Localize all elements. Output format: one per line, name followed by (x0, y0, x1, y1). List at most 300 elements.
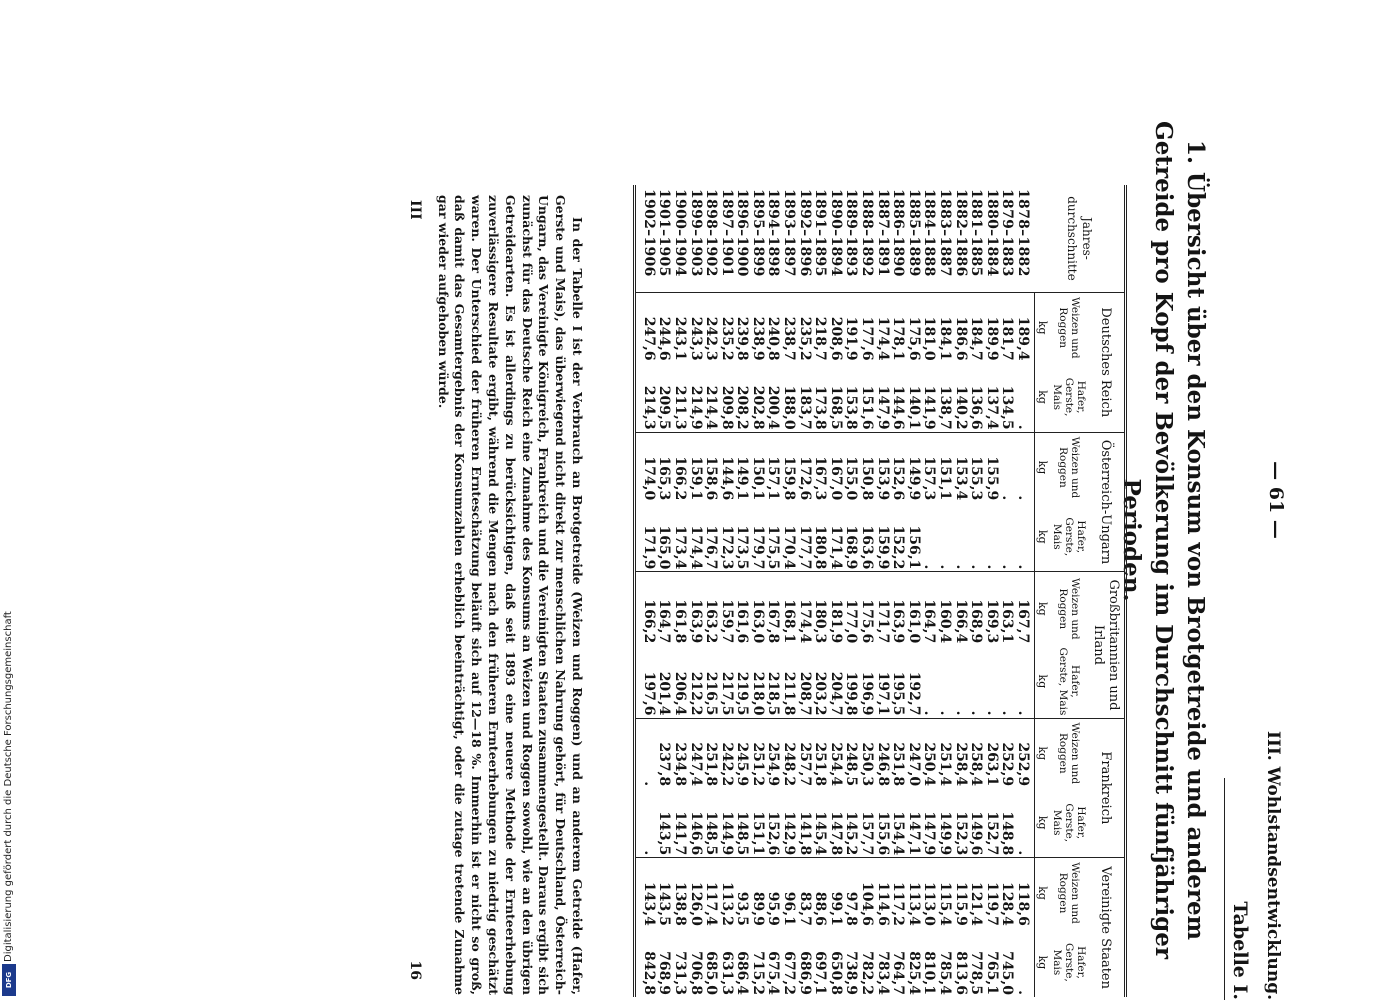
value-cell: 263,1 (983, 718, 999, 788)
value-cell: 200,4 (765, 385, 782, 430)
value-cell: . (937, 564, 954, 570)
value-cell: 144,9 (718, 811, 735, 856)
value-cell: 117,4 (703, 858, 719, 928)
value-cell: 156,1 (905, 525, 922, 570)
grain-subheader: Hafer, Gerste, Mais (1057, 647, 1081, 716)
value-cell: 191,9 (843, 292, 859, 362)
period-cell: 1894–1898 (765, 189, 782, 277)
value-cell: 121,4 (968, 858, 984, 928)
period-cell: 1885–1889 (905, 189, 922, 277)
value-cell: 167,7 (1014, 572, 1034, 645)
value-cell: 813,6 (952, 951, 969, 995)
value-cell: 167,8 (765, 572, 781, 645)
grain-subheader: Hafer, Gerste, Mais (1051, 517, 1087, 557)
value-cell: . (952, 564, 969, 570)
value-cell: 153,8 (843, 385, 860, 430)
value-cell: 172,6 (796, 432, 812, 502)
value-cell: 151,6 (859, 385, 876, 430)
table-row (812, 185, 828, 997)
value-cell: 257,7 (796, 718, 812, 788)
period-cell: 1892–1896 (796, 189, 813, 277)
value-cell: 254,4 (827, 718, 843, 788)
value-cell: 173,5 (734, 525, 751, 570)
country-header: Deutsches Reich (1088, 292, 1126, 432)
header-rule (1224, 778, 1225, 1000)
value-cell: 244,6 (656, 292, 672, 362)
value-cell: . (1015, 850, 1031, 856)
value-cell: 163,6 (859, 525, 876, 570)
value-cell: 842,8 (635, 928, 656, 997)
value-cell: . (1015, 990, 1031, 995)
period-cell: 1879–1883 (999, 189, 1016, 277)
value-cell: . (999, 710, 1016, 716)
value-cell: 202,8 (749, 385, 766, 430)
value-cell: 178,1 (890, 292, 906, 362)
value-cell: 155,6 (874, 811, 891, 856)
value-cell: 238,7 (781, 292, 797, 362)
value-cell: 143,4 (635, 858, 656, 928)
value-cell: 168,9 (968, 572, 984, 645)
table-row (781, 185, 797, 997)
value-cell: 778,5 (968, 951, 985, 995)
value-cell: 209,8 (718, 385, 735, 430)
table-row (635, 185, 656, 997)
value-cell: 140,1 (905, 385, 922, 430)
value-cell: 172,3 (718, 525, 735, 570)
value-cell: 251,4 (936, 718, 952, 788)
value-cell: 677,2 (781, 951, 798, 995)
dfg-logo-icon: DFG (2, 964, 16, 996)
value-cell: . (983, 710, 1000, 716)
value-cell: 189,9 (983, 292, 999, 362)
unit-label: kg (1035, 432, 1051, 502)
value-cell: 211,3 (671, 385, 688, 430)
unit-row (1035, 185, 1051, 997)
value-cell: 218,0 (749, 671, 766, 716)
value-cell: 144,6 (718, 432, 734, 502)
value-cell: 163,0 (749, 572, 765, 645)
value-cell: 128,4 (999, 858, 1015, 928)
table-row (1014, 185, 1034, 997)
unit-label: kg (1035, 788, 1051, 858)
value-cell: 715,2 (749, 951, 766, 995)
value-cell: 141,8 (796, 811, 813, 856)
value-cell: 171,9 (635, 502, 656, 572)
running-header: III. Wohlstandsentwicklung. (1263, 730, 1283, 1000)
value-cell: 181,7 (999, 292, 1015, 362)
consumption-table (633, 185, 1127, 997)
value-cell: 168,9 (843, 525, 860, 570)
value-cell: 196,9 (859, 671, 876, 716)
value-cell: 180,8 (812, 525, 829, 570)
value-cell: 145,2 (843, 811, 860, 856)
table-row (983, 185, 999, 997)
value-cell: 197,6 (635, 645, 656, 718)
value-cell: 147,1 (905, 811, 922, 856)
value-cell: 115,4 (936, 858, 952, 928)
value-cell: 118,6 (1014, 858, 1034, 928)
value-cell: 252,9 (999, 718, 1015, 788)
value-cell: 161,8 (671, 572, 687, 645)
value-cell: 247,4 (687, 718, 703, 788)
value-cell: . (1015, 424, 1031, 430)
value-cell: 143,5 (656, 811, 673, 856)
unit-label: kg (1035, 718, 1051, 788)
value-cell: 738,9 (843, 951, 860, 995)
table-row (765, 185, 781, 997)
table-row (827, 185, 843, 997)
table-row (874, 185, 890, 997)
value-cell: 176,7 (703, 525, 720, 570)
value-cell: 155,0 (843, 432, 859, 502)
country-header: Großbritannien und Irland (1088, 572, 1126, 718)
value-cell: 166,2 (671, 432, 687, 502)
value-cell: 764,7 (890, 951, 907, 995)
value-cell: . (1015, 564, 1031, 570)
value-cell: 138,8 (671, 858, 687, 928)
table-row (796, 185, 812, 997)
year-header: Jahres-durchschnitte (1065, 196, 1095, 281)
value-cell: 164,7 (921, 572, 937, 645)
value-cell: 785,4 (937, 951, 954, 995)
unit-label: kg (1035, 928, 1051, 997)
value-cell: 168,5 (827, 385, 844, 430)
value-cell: 169,3 (983, 572, 999, 645)
period-cell: 1900–1904 (671, 189, 688, 277)
unit-label: kg (1035, 292, 1051, 362)
table-row (687, 185, 703, 997)
value-cell: 157,3 (921, 432, 937, 502)
value-cell: 234,8 (671, 718, 687, 788)
value-cell: 768,9 (656, 951, 673, 995)
period-cell: 1883–1887 (937, 189, 954, 277)
table-row (718, 185, 734, 997)
value-cell: 147,9 (921, 811, 938, 856)
value-cell: 181,0 (921, 292, 937, 362)
table-label: Tabelle I. (1229, 901, 1251, 1000)
table-row (936, 185, 952, 997)
unit-label: kg (1035, 363, 1051, 433)
value-cell: 237,8 (656, 718, 672, 788)
value-cell: 208,2 (734, 385, 751, 430)
value-cell: 153,4 (952, 432, 968, 502)
unit-label: kg (1035, 858, 1051, 928)
value-cell: 147,9 (874, 385, 891, 430)
value-cell: 171,4 (827, 525, 844, 570)
value-cell: 214,3 (635, 363, 656, 433)
value-cell: 88,6 (812, 858, 828, 928)
value-cell: 247,6 (635, 292, 656, 362)
country-header: Österreich-Ungarn (1088, 432, 1126, 572)
value-cell: 251,8 (703, 718, 719, 788)
value-cell: 148,8 (999, 811, 1016, 856)
value-cell: 214,4 (703, 385, 720, 430)
period-cell: 1902–1906 (635, 185, 656, 292)
period-cell: 1895–1899 (749, 189, 766, 277)
value-cell: . (999, 564, 1016, 570)
value-cell: 174,4 (874, 292, 890, 362)
table-row (999, 185, 1015, 997)
period-cell: 1890–1894 (827, 189, 844, 277)
value-cell: 706,8 (687, 951, 704, 995)
value-cell: 163,9 (687, 572, 703, 645)
value-cell: 155,9 (983, 432, 999, 502)
value-cell: . (1014, 432, 1034, 502)
value-cell: 173,4 (671, 525, 688, 570)
value-cell: 159,7 (718, 572, 734, 645)
value-cell: 145,4 (812, 811, 829, 856)
value-cell: 685,0 (703, 951, 720, 995)
value-cell: . (968, 564, 985, 570)
value-cell: 175,6 (905, 292, 921, 362)
value-cell: 810,1 (921, 951, 938, 995)
value-cell: 160,4 (936, 572, 952, 645)
value-cell: 179,7 (749, 525, 766, 570)
value-cell: . (999, 432, 1015, 502)
value-cell: . (921, 710, 938, 716)
signature-mark: III (407, 200, 423, 220)
value-cell: 186,6 (952, 292, 968, 362)
value-cell: 218,5 (765, 671, 782, 716)
page-number: — 61 — (1265, 461, 1287, 539)
value-cell: 159,9 (874, 525, 891, 570)
value-cell: 197,1 (874, 671, 891, 716)
value-cell: 149,9 (937, 811, 954, 856)
value-cell: 159,8 (781, 432, 797, 502)
value-cell: . (635, 718, 656, 788)
table-row (656, 185, 672, 997)
value-cell: 247,0 (905, 718, 921, 788)
period-cell: 1899–1903 (687, 189, 704, 277)
value-cell: 95,9 (765, 858, 781, 928)
value-cell: 242,3 (703, 292, 719, 362)
value-cell: 170,4 (781, 525, 798, 570)
value-cell: 650,8 (827, 951, 844, 995)
value-cell: 174,4 (796, 572, 812, 645)
table-row (952, 185, 968, 997)
value-cell: 765,1 (983, 951, 1000, 995)
value-cell: 631,3 (718, 951, 735, 995)
value-cell: 212,2 (687, 671, 704, 716)
value-cell: 235,2 (796, 292, 812, 362)
period-cell: 1881–1885 (968, 189, 985, 277)
grain-subheader: Weizen und Roggen (1050, 572, 1088, 645)
value-cell: 177,0 (843, 572, 859, 645)
value-cell: 126,0 (687, 858, 703, 928)
table-row (921, 185, 937, 997)
value-cell: 141,7 (671, 811, 688, 856)
period-cell: 1893–1897 (781, 189, 798, 277)
value-cell: 136,6 (968, 385, 985, 430)
value-cell: 219,5 (734, 671, 751, 716)
value-cell: 165,0 (656, 525, 673, 570)
value-cell: 174,4 (687, 525, 704, 570)
period-cell: 1887–1891 (874, 189, 891, 277)
value-cell: 675,4 (765, 951, 782, 995)
value-cell: 238,9 (749, 292, 765, 362)
value-cell: 152,3 (952, 811, 969, 856)
value-cell: 96,1 (781, 858, 797, 928)
value-cell: 97,8 (843, 858, 859, 928)
value-cell: 243,3 (687, 292, 703, 362)
value-cell: 251,8 (812, 718, 828, 788)
value-cell: 183,7 (796, 385, 813, 430)
value-cell: 180,3 (812, 572, 828, 645)
value-cell: 148,5 (703, 811, 720, 856)
value-cell: . (1015, 710, 1031, 716)
table-row (734, 185, 750, 997)
grain-subheader: Weizen und Roggen (1050, 718, 1088, 788)
value-cell: 114,6 (874, 858, 890, 928)
value-cell: 157,7 (859, 811, 876, 856)
value-cell: 208,7 (796, 671, 813, 716)
value-cell: 251,8 (890, 718, 906, 788)
value-cell: 146,6 (687, 811, 704, 856)
value-cell: 214,9 (687, 385, 704, 430)
value-cell: 203,2 (812, 671, 829, 716)
value-cell: 188,0 (781, 385, 798, 430)
value-cell: 783,4 (874, 951, 891, 995)
value-cell: 161,6 (734, 572, 750, 645)
country-header: Frankreich (1088, 718, 1126, 858)
value-cell: 782,2 (859, 951, 876, 995)
unit-label: kg (1035, 645, 1051, 718)
value-cell: 252,9 (1014, 718, 1034, 788)
value-cell: 245,9 (734, 718, 750, 788)
unit-label: kg (1035, 502, 1051, 572)
value-cell: 164,7 (656, 572, 672, 645)
value-cell: 216,5 (703, 671, 720, 716)
table-row (671, 185, 687, 997)
value-cell: 104,6 (858, 858, 874, 928)
value-cell: 248,2 (781, 718, 797, 788)
value-cell: 141,9 (921, 385, 938, 430)
table-body (635, 185, 1035, 997)
period-cell: 1884–1888 (921, 189, 938, 277)
value-cell: 99,1 (827, 858, 843, 928)
value-cell: 113,2 (718, 858, 734, 928)
sheet-number: 16 (407, 960, 423, 980)
value-cell: . (952, 710, 969, 716)
value-cell: 217,5 (718, 671, 735, 716)
value-cell: 147,8 (827, 811, 844, 856)
grain-subheader: Weizen und Roggen (1050, 292, 1088, 362)
value-cell: 115,9 (952, 858, 968, 928)
period-cell: 1880–1884 (983, 189, 1000, 277)
value-cell: 243,1 (671, 292, 687, 362)
table-row (749, 185, 765, 997)
table-row (703, 185, 719, 997)
value-cell: 150,1 (749, 432, 765, 502)
period-cell: 1888–1892 (859, 189, 876, 277)
value-cell: 151,1 (936, 432, 952, 502)
value-cell: 163,1 (999, 572, 1015, 645)
value-cell: 825,4 (905, 951, 922, 995)
value-cell: 140,2 (952, 385, 969, 430)
value-cell: 166,4 (952, 572, 968, 645)
value-cell: 195,5 (890, 671, 907, 716)
grain-subheader: Hafer, Gerste, Mais (1051, 803, 1087, 843)
value-cell: 246,8 (874, 718, 890, 788)
value-cell: 686,4 (734, 951, 751, 995)
value-cell: 201,4 (656, 671, 673, 716)
value-cell: 181,9 (827, 572, 843, 645)
value-cell: 154,4 (890, 811, 907, 856)
period-cell: 1886–1890 (890, 189, 907, 277)
value-cell: 152,6 (890, 432, 906, 502)
subheader-row (1050, 185, 1088, 997)
value-cell: 144,6 (890, 385, 907, 430)
value-cell: 158,6 (703, 432, 719, 502)
value-cell: 192,7 (905, 671, 922, 716)
value-cell: 697,1 (812, 951, 829, 995)
value-cell: 184,7 (968, 292, 984, 362)
value-cell: . (937, 710, 954, 716)
period-cell: 1889–1893 (843, 189, 860, 277)
value-cell: 148,5 (734, 811, 751, 856)
value-cell: 143,5 (656, 858, 672, 928)
value-cell: 208,6 (827, 292, 843, 362)
value-cell: . (921, 564, 938, 570)
country-header: Vereinigte Staaten (1088, 858, 1126, 997)
value-cell: 151,1 (749, 811, 766, 856)
value-cell: 242,2 (718, 718, 734, 788)
period-cell: 1882–1886 (952, 189, 969, 277)
value-cell: 240,8 (765, 292, 781, 362)
value-cell: 206,4 (671, 671, 688, 716)
value-cell: 113,0 (921, 858, 937, 928)
value-cell: 174,0 (635, 432, 656, 502)
value-cell: 250,3 (858, 718, 874, 788)
value-cell: 211,8 (781, 671, 798, 716)
period-cell: 1898–1902 (703, 189, 720, 277)
value-cell: 113,4 (905, 858, 921, 928)
table-row (905, 185, 921, 997)
unit-label: kg (1035, 572, 1051, 645)
value-cell: 168,1 (781, 572, 797, 645)
value-cell: 204,7 (827, 671, 844, 716)
value-cell: 745,0 (999, 951, 1016, 995)
value-cell: 138,7 (937, 385, 954, 430)
table-row (968, 185, 984, 997)
value-cell: 152,7 (983, 811, 1000, 856)
value-cell: 163,9 (890, 572, 906, 645)
table-row (858, 185, 874, 997)
value-cell: 189,4 (1014, 292, 1034, 362)
value-cell: 152,2 (890, 525, 907, 570)
value-cell: 254,9 (765, 718, 781, 788)
grain-subheader: Weizen und Roggen (1050, 432, 1088, 502)
value-cell: 209,5 (656, 385, 673, 430)
value-cell: 137,4 (983, 385, 1000, 430)
value-cell: 89,9 (749, 858, 765, 928)
grain-subheader: Hafer, Gerste, Mais (1051, 377, 1087, 417)
value-cell: 149,6 (968, 811, 985, 856)
value-cell: 150,8 (858, 432, 874, 502)
value-cell: . (983, 564, 1000, 570)
period-cell: 1896–1900 (734, 189, 751, 277)
period-cell: 1878–1882 (1015, 189, 1032, 277)
period-cell: 1901–1905 (656, 189, 673, 277)
value-cell: 149,1 (734, 432, 750, 502)
value-cell: 159,1 (687, 432, 703, 502)
value-cell: 184,1 (936, 292, 952, 362)
value-cell: 686,9 (796, 951, 813, 995)
value-cell: 83,7 (796, 858, 812, 928)
value-cell: 173,8 (812, 385, 829, 430)
digitization-sidebar (0, 0, 18, 1000)
grain-subheader: Hafer, Gerste, Mais (1051, 943, 1087, 982)
